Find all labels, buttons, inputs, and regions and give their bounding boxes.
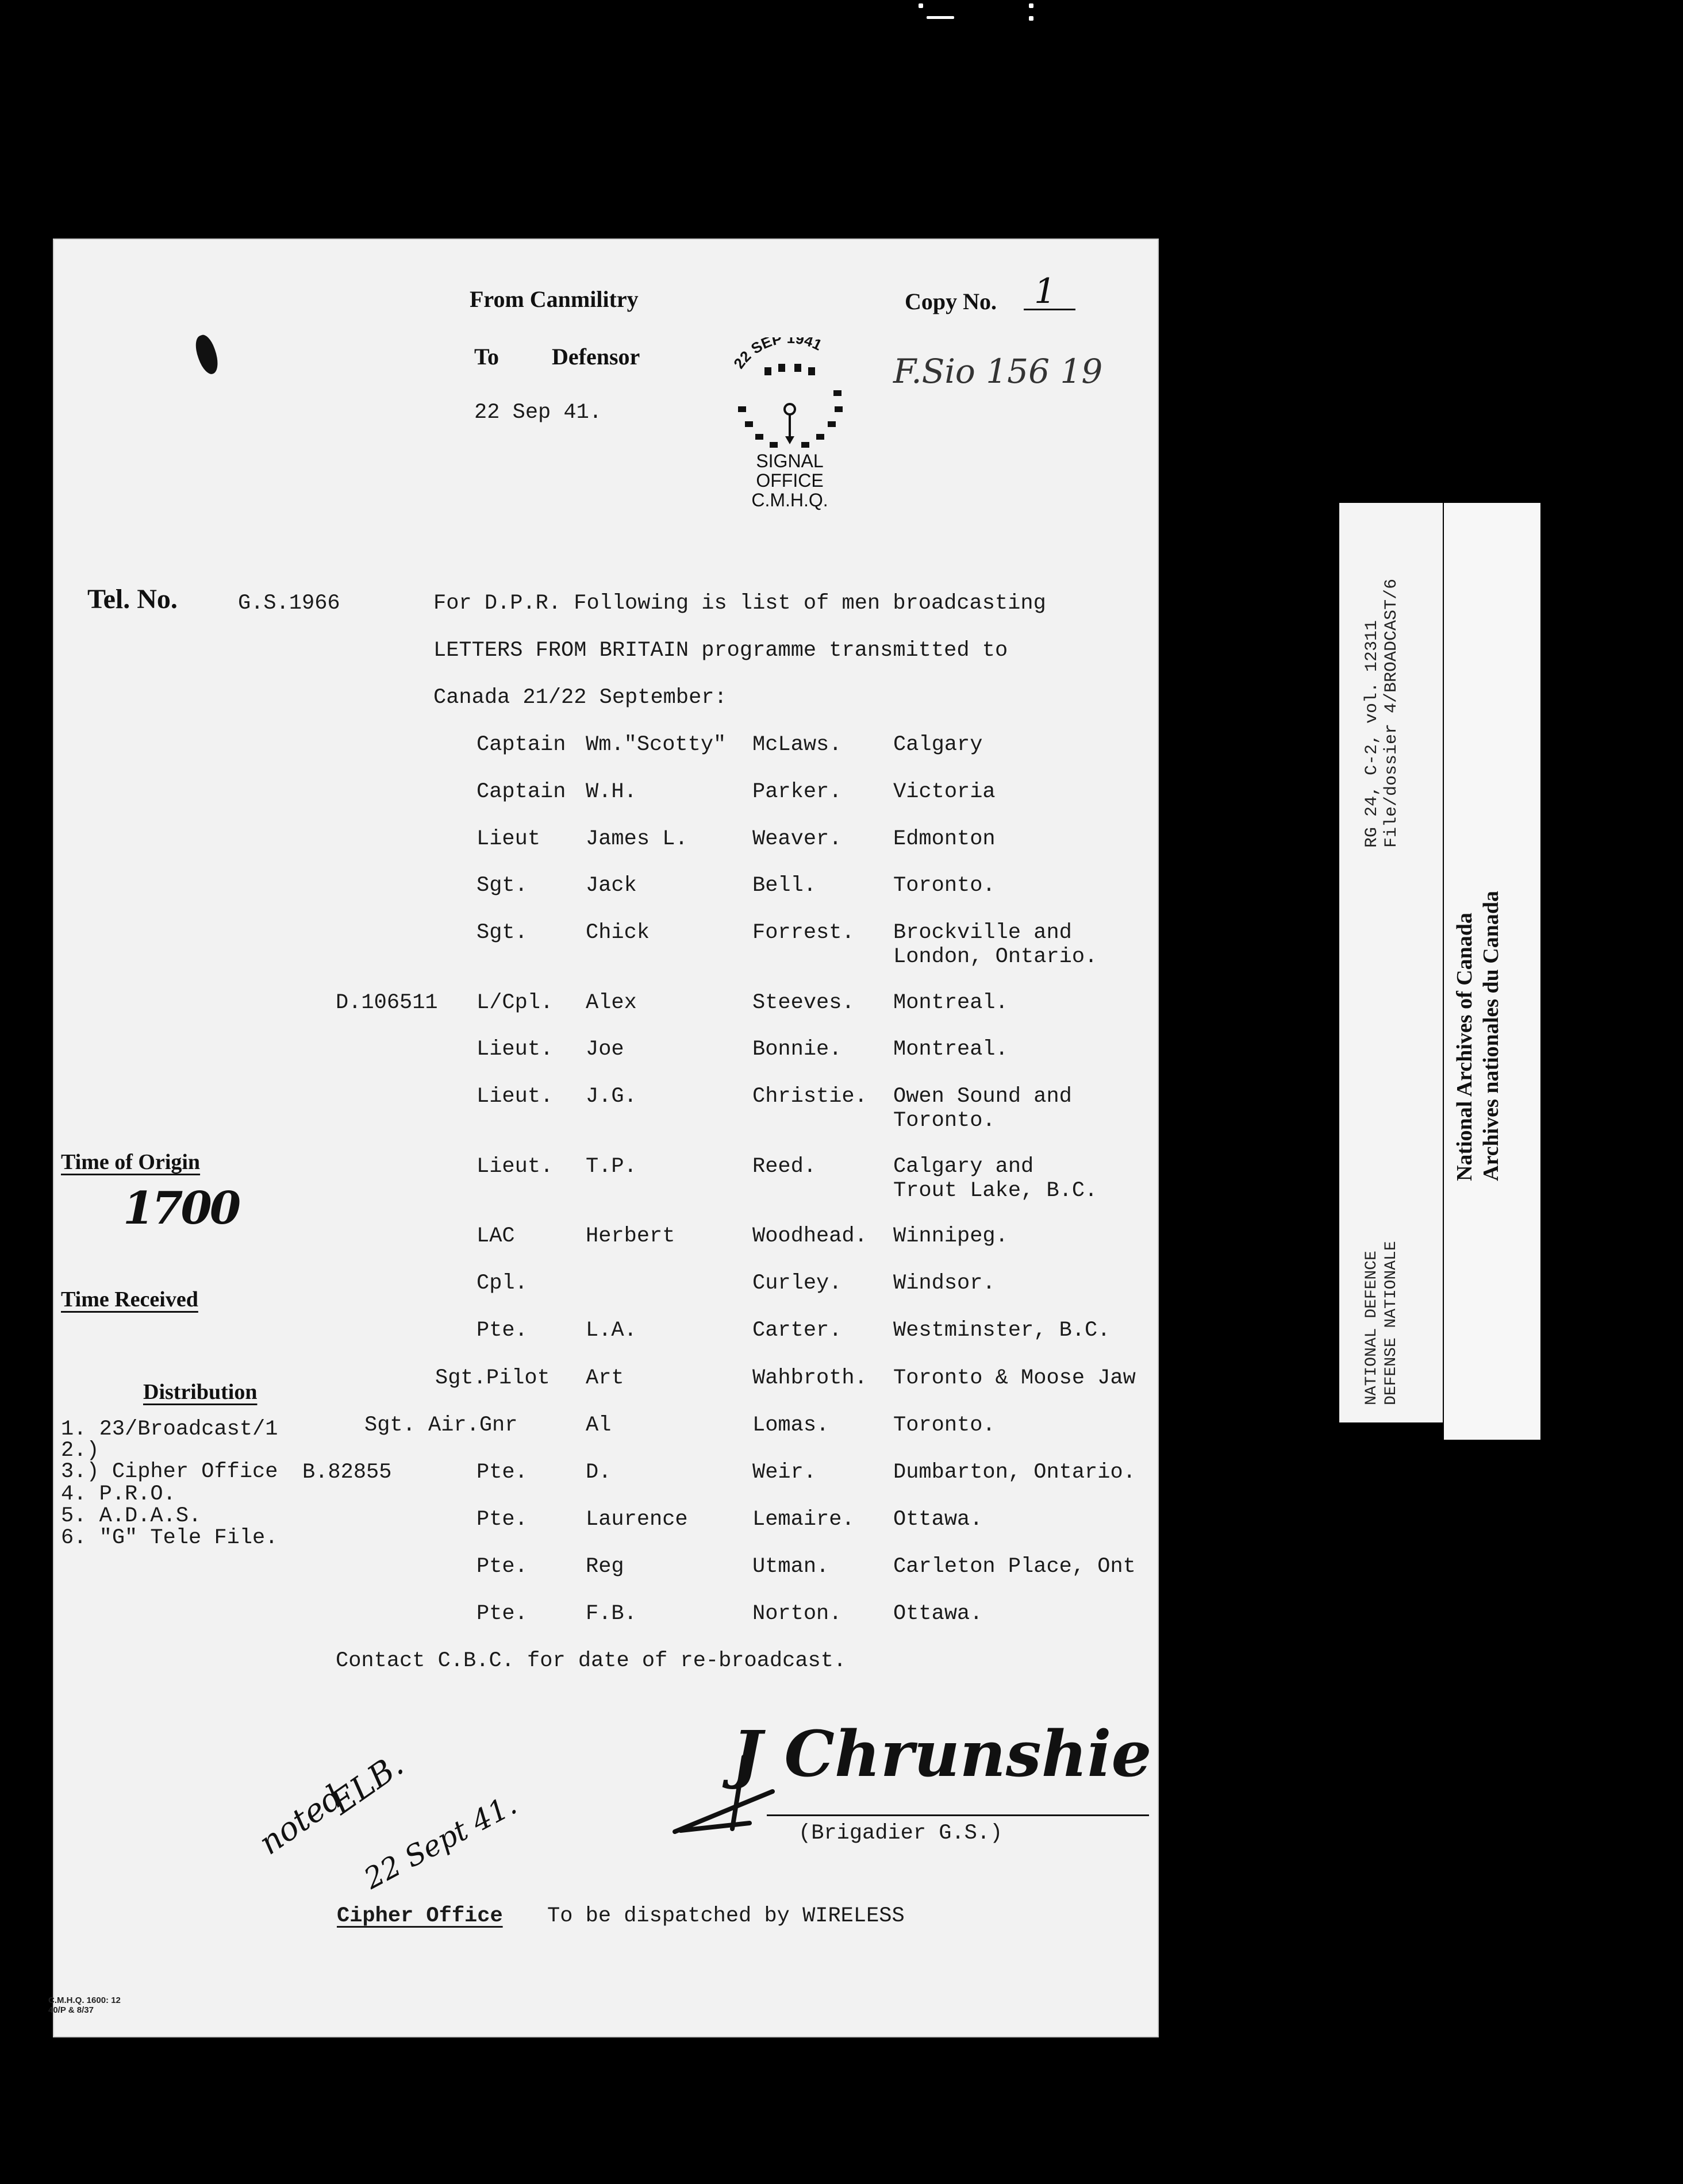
signature: J Chrunshie: [732, 1717, 1152, 1791]
last-name: Weaver.: [752, 827, 842, 851]
to-label: To: [474, 344, 499, 370]
first-name: J.G.: [586, 1085, 637, 1109]
archive-name: [1451, 891, 1504, 1181]
distribution-label: Distribution: [143, 1380, 258, 1404]
first-name: Reg: [586, 1555, 624, 1579]
rank: Pte.: [477, 1460, 528, 1485]
from-line: From Canmilitry: [470, 286, 639, 312]
first-name: Joe: [586, 1037, 624, 1062]
first-name: Jack: [586, 874, 637, 898]
last-name: Forrest.: [752, 921, 855, 945]
stamp-office-line: OFFICE: [756, 470, 824, 491]
hometown: Winnipeg.: [893, 1224, 1008, 1248]
first-name: F.B.: [586, 1602, 637, 1626]
rank: Lieut.: [477, 1037, 554, 1062]
rank: Sgt.: [477, 921, 528, 945]
last-name: Parker.: [752, 780, 842, 804]
hometown-continued: Trout Lake, B.C.: [893, 1179, 1098, 1203]
dispatch-instruction: To be dispatched by WIRELESS: [547, 1904, 905, 1928]
first-name: Art: [586, 1366, 624, 1390]
rank: Pte.: [477, 1602, 528, 1626]
time-received-label: Time Received: [61, 1287, 198, 1312]
rank: Pte.: [477, 1555, 528, 1579]
hometown: Ottawa.: [893, 1602, 983, 1626]
hometown: Montreal.: [893, 991, 1008, 1015]
last-name: Curley.: [752, 1271, 842, 1295]
hometown: Brockville and: [893, 921, 1072, 945]
hometown: Dumbarton, Ontario.: [893, 1460, 1136, 1485]
form-code-line: 40/P & 8/37: [48, 2005, 94, 2015]
last-name: Bonnie.: [752, 1037, 842, 1062]
archive-name-line: Archives nationales du Canada: [1479, 890, 1503, 1181]
hometown: Victoria: [893, 780, 996, 804]
message-line: Canada 21/22 September:: [433, 686, 727, 710]
rank: Pte.: [477, 1318, 528, 1343]
first-name: Alex: [586, 991, 637, 1015]
scan-speck: [927, 16, 954, 19]
last-name: Reed.: [752, 1155, 817, 1179]
rank: Lieut.: [477, 1155, 554, 1179]
department-label: [1362, 1241, 1401, 1405]
last-name: Carter.: [752, 1318, 842, 1343]
stamp-date-text: 22 SEP 1941: [730, 337, 825, 372]
rank: LAC: [477, 1224, 515, 1248]
last-name: Norton.: [752, 1602, 842, 1626]
tel-no-label: Tel. No.: [87, 584, 178, 614]
form-code: [48, 1995, 121, 2015]
department-line: NATIONAL DEFENCE: [1363, 1251, 1381, 1405]
rank: Lieut.: [477, 1085, 554, 1109]
distribution-item: 5. A.D.A.S.: [61, 1504, 202, 1528]
dispatch-label: Cipher Office: [337, 1904, 503, 1928]
message-footer: Contact C.B.C. for date of re-broadcast.: [336, 1649, 847, 1673]
rank: Pte.: [477, 1508, 528, 1532]
hometown: Ottawa.: [893, 1508, 983, 1532]
hometown: Montreal.: [893, 1037, 1008, 1062]
stamp-office-line: SIGNAL: [756, 451, 824, 471]
distribution-item: 4. P.R.O.: [61, 1482, 176, 1506]
archive-reference: [1362, 579, 1401, 848]
hometown: Toronto & Moose Jaw: [893, 1366, 1136, 1390]
first-name: James L.: [586, 827, 688, 851]
copy-label: Copy No.: [905, 289, 997, 314]
rank: Sgt. Air.Gnr: [364, 1413, 518, 1437]
rank: Lieut: [477, 827, 541, 851]
hometown: Calgary: [893, 733, 983, 757]
stamp-office-line: C.M.H.Q.: [751, 490, 828, 510]
tel-no-value: G.S.1966: [238, 591, 340, 616]
distribution-item: 6. "G" Tele File.: [61, 1526, 278, 1550]
last-name: Steeves.: [752, 991, 855, 1015]
archive-reference-line: RG 24, C-2, vol. 12311: [1362, 620, 1382, 848]
message-date: 22 Sep 41.: [474, 401, 602, 425]
hometown: Toronto.: [893, 874, 996, 898]
hometown: Edmonton: [893, 827, 996, 851]
archive-label-strip: [1339, 503, 1540, 1440]
hometown: Owen Sound and: [893, 1085, 1072, 1109]
first-name: W.H.: [586, 780, 637, 804]
rank: L/Cpl.: [477, 991, 554, 1015]
last-name: Weir.: [752, 1460, 817, 1485]
time-of-origin-value: 1700: [123, 1182, 239, 1235]
signature-line: [767, 1814, 1149, 1816]
hometown: Windsor.: [893, 1271, 996, 1295]
distribution-item: 1. 23/Broadcast/1: [61, 1417, 278, 1441]
first-name: L.A.: [586, 1318, 637, 1343]
distribution-item: 3.) Cipher Office: [61, 1460, 278, 1484]
last-name: McLaws.: [752, 733, 842, 757]
to-value: Defensor: [552, 344, 640, 370]
last-name: Bell.: [752, 874, 817, 898]
last-name: Lemaire.: [752, 1508, 855, 1532]
hometown: Calgary and: [893, 1155, 1034, 1179]
rank: Captain: [477, 780, 566, 804]
scan-speck: [1029, 3, 1033, 8]
rank: Sgt.Pilot: [435, 1366, 550, 1390]
rank: Captain: [477, 733, 566, 757]
time-of-origin-label: Time of Origin: [61, 1150, 201, 1174]
copy-number: 1: [1034, 271, 1056, 312]
archive-name-line: National Archives of Canada: [1453, 913, 1477, 1181]
hometown: Westminster, B.C.: [893, 1318, 1111, 1343]
last-name: Lomas.: [752, 1413, 829, 1437]
hometown: Toronto.: [893, 1413, 996, 1437]
first-name: T.P.: [586, 1155, 637, 1179]
scan-speck: [1029, 16, 1033, 21]
handwritten-file-reference: F.Sio 156 19: [893, 352, 1103, 391]
archive-reference-line: File/dossier 4/BROADCAST/6: [1382, 578, 1401, 848]
rank: Cpl.: [477, 1271, 528, 1295]
signatory-title: (Brigadier G.S.): [798, 1821, 1003, 1845]
first-name: Al: [586, 1413, 612, 1437]
hometown-continued: Toronto.: [893, 1109, 996, 1133]
distribution-list: [61, 1418, 278, 1549]
message-line: For D.P.R. Following is list of men broadcasting: [433, 591, 1046, 616]
notation-noted: noted: [252, 1778, 350, 1863]
last-name: Woodhead.: [752, 1224, 867, 1248]
notation-initials: ELB.: [324, 1746, 410, 1822]
first-name: D.: [586, 1460, 612, 1485]
scan-speck: [919, 3, 923, 8]
message-line: LETTERS FROM BRITAIN programme transmitted to: [433, 639, 1008, 663]
service-number: B.82855: [302, 1460, 392, 1485]
last-name: Utman.: [752, 1555, 829, 1579]
department-line: DEFENSE NATIONALE: [1382, 1241, 1400, 1405]
hometown: Carleton Place, Ont: [893, 1555, 1136, 1579]
service-number: D.106511: [336, 991, 438, 1015]
last-name: Christie.: [752, 1085, 867, 1109]
notation-date: 22 Sept 41.: [359, 1787, 522, 1896]
telegram-form: [48, 239, 1159, 2037]
hometown-continued: London, Ontario.: [893, 945, 1098, 969]
first-name: Herbert: [586, 1224, 675, 1248]
first-name: Chick: [586, 921, 650, 945]
rank: Sgt.: [477, 874, 528, 898]
distribution-item: 2.): [61, 1439, 99, 1463]
first-name: Laurence: [586, 1508, 688, 1532]
form-code-line: C.M.H.Q. 1600: 12: [48, 1995, 121, 2005]
first-name: Wm."Scotty": [586, 733, 727, 757]
last-name: Wahbroth.: [752, 1366, 867, 1390]
